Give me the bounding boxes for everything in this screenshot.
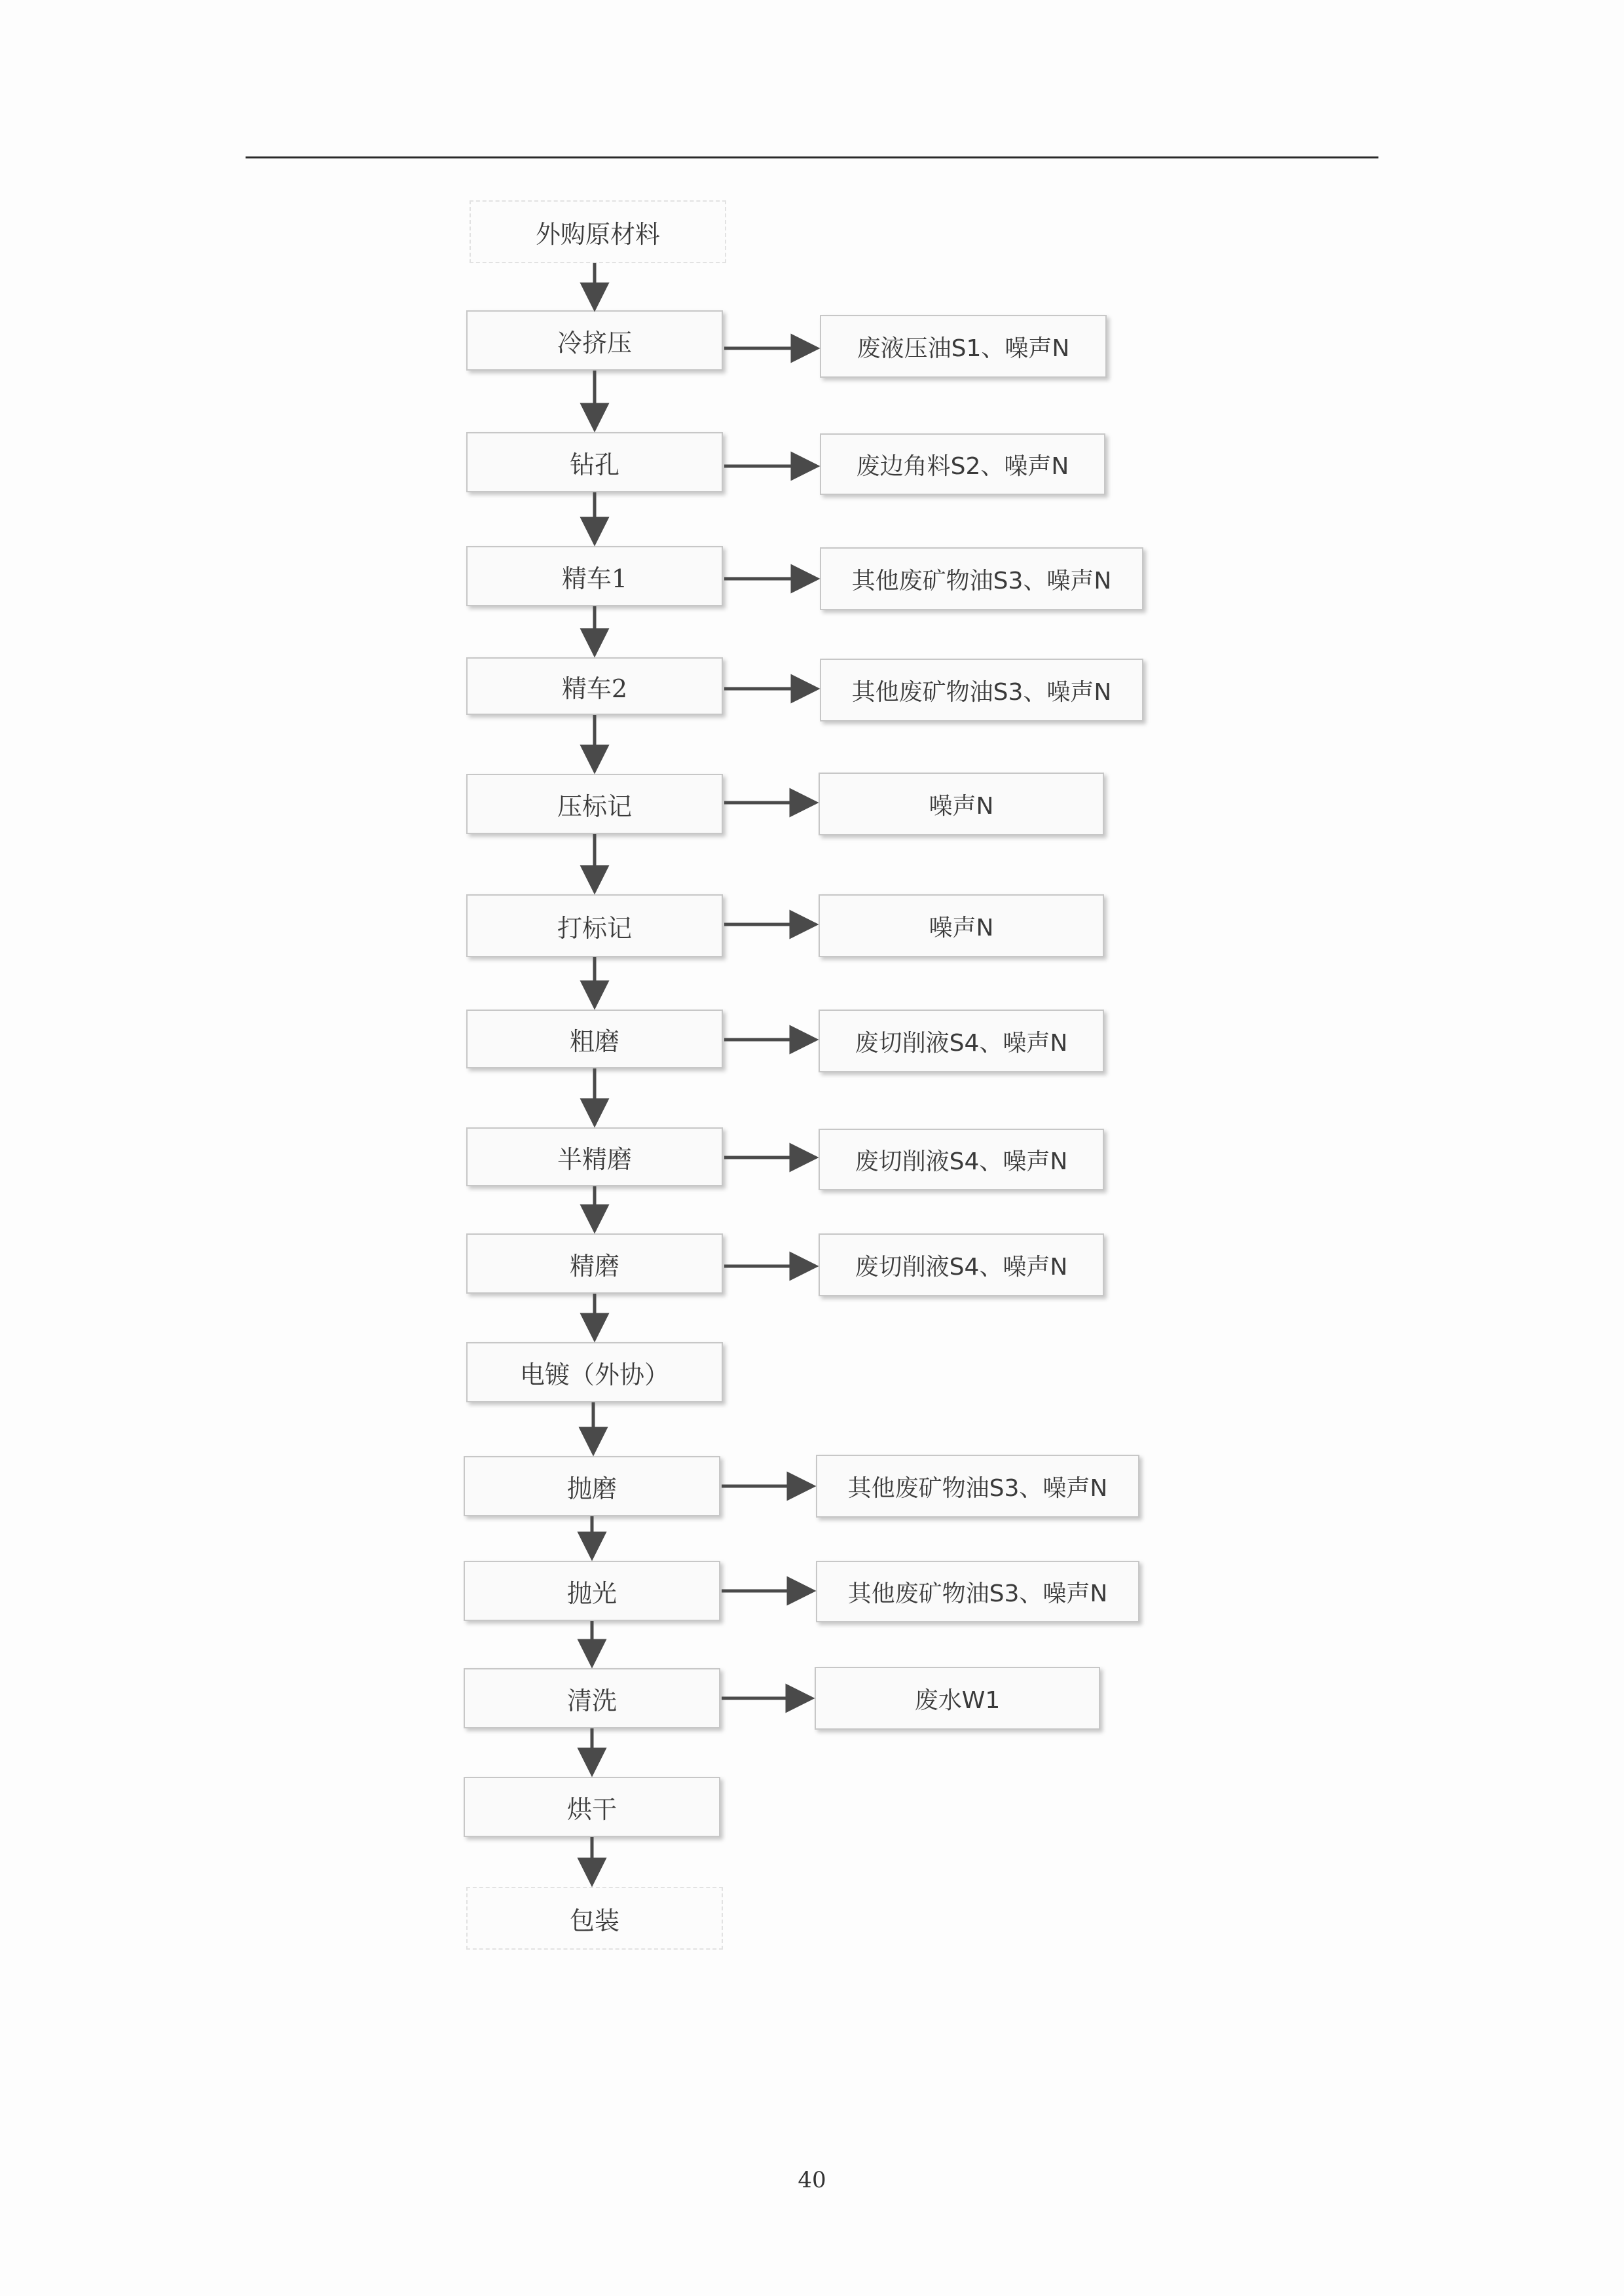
output-finish-grinding: 废切削液S4、噪声N — [819, 1233, 1104, 1296]
output-semi-finish-grinding: 废切削液S4、噪声N — [819, 1129, 1104, 1190]
output-drilling: 废边角料S2、噪声N — [820, 433, 1105, 495]
header-rule — [246, 156, 1378, 158]
page-number: 40 — [798, 2167, 826, 2193]
output-finish-turning-2: 其他废矿物油S3、噪声N — [820, 659, 1143, 721]
step-electroplating-outsourced: 电镀（外协） — [466, 1342, 723, 1402]
step-drilling: 钻孔 — [466, 432, 723, 492]
step-packaging: 包装 — [466, 1887, 723, 1950]
step-cleaning: 清洗 — [464, 1668, 720, 1728]
step-cold-extrusion: 冷挤压 — [466, 310, 723, 371]
step-purchase-raw-materials: 外购原材料 — [470, 200, 726, 263]
step-rough-grinding: 粗磨 — [466, 1010, 723, 1068]
step-drying: 烘干 — [464, 1777, 720, 1837]
output-cold-extrusion: 废液压油S1、噪声N — [820, 315, 1107, 378]
step-abrasive-polishing: 抛磨 — [464, 1456, 720, 1516]
step-press-marking: 压标记 — [466, 774, 723, 834]
output-finish-turning-1: 其他废矿物油S3、噪声N — [820, 547, 1143, 610]
step-stamp-marking: 打标记 — [466, 894, 723, 957]
output-polishing: 其他废矿物油S3、噪声N — [816, 1561, 1139, 1622]
output-stamp-marking: 噪声N — [819, 894, 1104, 957]
output-abrasive-polishing: 其他废矿物油S3、噪声N — [816, 1455, 1139, 1518]
step-semi-finish-grinding: 半精磨 — [466, 1127, 723, 1186]
output-press-marking: 噪声N — [819, 773, 1104, 835]
step-finish-turning-2: 精车2 — [466, 657, 723, 715]
output-rough-grinding: 废切削液S4、噪声N — [819, 1010, 1104, 1072]
step-finish-grinding: 精磨 — [466, 1233, 723, 1294]
step-polishing: 抛光 — [464, 1561, 720, 1621]
output-cleaning: 废水W1 — [815, 1667, 1100, 1730]
step-finish-turning-1: 精车1 — [466, 546, 723, 606]
